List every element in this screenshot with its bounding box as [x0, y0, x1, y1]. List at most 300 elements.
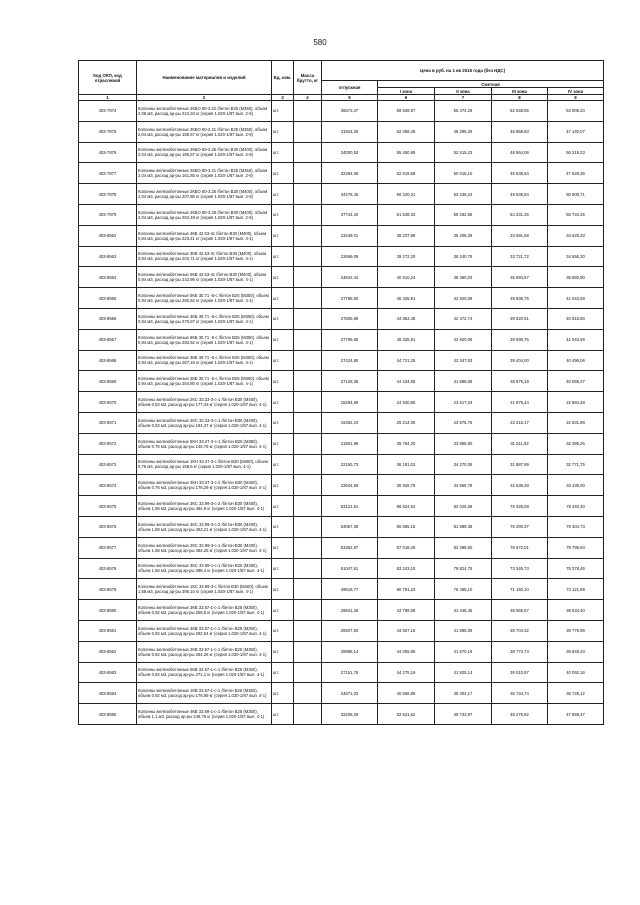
item-code: 403-8580 — [79, 600, 137, 621]
item-name: Колонны железобетонные 2КВ 33.57-1-с-1 /бетон В25 (М350), объем 0,92 м3, расход ар-ры 264,26 кг (серия 1.020-1/87 вып. 4-1) — [137, 641, 272, 662]
price-zone-4: 33 438,00 — [548, 475, 604, 496]
item-code: 403-8576 — [79, 516, 137, 537]
table-row — [79, 600, 604, 621]
item-code: 403-8575 — [79, 496, 137, 517]
item-mass — [294, 579, 322, 600]
price-zone-3: 73 345,73 — [492, 558, 548, 579]
table-row — [79, 496, 604, 517]
item-mass — [294, 662, 322, 683]
price-zone-4: 41 043,59 — [548, 288, 604, 309]
price-zone-4: 39 776,99 — [548, 620, 604, 641]
price-zone-3: 52 548,85 — [492, 101, 548, 122]
item-code: 403-8572 — [79, 433, 137, 454]
item-code: 403-7879 — [79, 204, 137, 225]
price-zone-2: 58 262,59 — [435, 204, 492, 225]
price-zone-1: 36 191,02 — [378, 454, 435, 475]
header-estimate: Сметная — [378, 81, 604, 88]
item-mass — [294, 267, 322, 288]
item-mass — [294, 558, 322, 579]
price-zone-3: 39 520,51 — [492, 308, 548, 329]
item-unit: шт. — [272, 454, 294, 475]
item-name: Колонны железобетонные 2КБО 60-3.28 /бетон В30 (М400), объем 2,04 м3, расход ар-ры 262,49 кг (серия 1.020-1/87 вып. 2-9) — [137, 204, 272, 225]
table-row — [79, 579, 604, 600]
price-release: 53067,36 — [322, 516, 378, 537]
price-zone-1: 43 927,16 — [378, 620, 435, 641]
price-release: 23469,09 — [322, 246, 378, 267]
price-release: 51047,61 — [322, 558, 378, 579]
header-price-group: Цена в руб. на 1 кв 2015 года (без НДС) — [322, 61, 604, 81]
price-release: 24842,44 — [322, 267, 378, 288]
price-zone-1: 52 521,62 — [378, 704, 435, 725]
price-zone-3: 39 404,00 — [492, 350, 548, 371]
price-zone-3: 46 276,92 — [492, 704, 548, 725]
table-row — [79, 308, 604, 329]
item-code: 403-8564 — [79, 267, 137, 288]
item-name: Колонны железобетонные 1КВ 33.57-1-с-1 /бетон В25 (М350), объем 0,92 м3, расход ар-ры 176,69 кг (серия 1.020-1/87 вып. 4-1) — [137, 683, 272, 704]
price-table — [78, 60, 604, 725]
table-row — [79, 288, 604, 309]
item-name: Колонны железобетонные 3КС 33.99-1-с-1 /бетон В25 (М350), объем 1,58 м3, расход ар-ры 398,4 кг (серия 1.020-1/87 вып. 4-1) — [137, 558, 272, 579]
table-row — [79, 412, 604, 433]
price-zone-3: 38 704,32 — [492, 620, 548, 641]
item-code: 403-8584 — [79, 683, 137, 704]
column-number: 9 — [548, 95, 604, 101]
price-zone-2: 82 026,58 — [435, 496, 492, 517]
item-mass — [294, 537, 322, 558]
item-code: 403-8566 — [79, 308, 137, 329]
price-zone-1: 38 237,98 — [378, 225, 435, 246]
item-mass — [294, 288, 322, 309]
price-zone-4: 32 771,75 — [548, 454, 604, 475]
price-zone-4: 55 734,25 — [548, 204, 604, 225]
price-zone-2: 38 404,17 — [435, 683, 492, 704]
price-release: 27505,89 — [322, 308, 378, 329]
price-zone-2: 33 865,90 — [435, 433, 492, 454]
price-release: 27795,60 — [322, 288, 378, 309]
price-zone-1: 44 853,48 — [378, 308, 435, 329]
item-code: 403-8562 — [79, 641, 137, 662]
item-mass — [294, 704, 322, 725]
header-release: отпускная — [322, 81, 378, 95]
column-number: 7 — [435, 95, 492, 101]
item-name: Колонны железобетонные 2КС 33.99-3-с-1 /бетон В30 (М400), объем 1,58 м3, расход ар-ры 494,25 кг (серия 1.020-1/87 вып. 4-1) — [137, 537, 272, 558]
price-zone-4: 39 848,34 — [548, 641, 604, 662]
price-zone-2: 50 016,10 — [435, 163, 492, 184]
column-number: 2 — [137, 95, 272, 101]
item-code: 403-8585 — [79, 704, 137, 725]
item-unit: шт. — [272, 308, 294, 329]
item-unit: шт. — [272, 537, 294, 558]
table-row — [79, 454, 604, 475]
price-zone-3: 76 672,01 — [492, 537, 548, 558]
price-zone-2: 42 920,09 — [435, 288, 492, 309]
item-unit: шт. — [272, 704, 294, 725]
price-zone-4: 54 006,20 — [548, 101, 604, 122]
item-name: Колонны железобетонные 2КБО 60-2.21 /бетон В25 (М350), объем 2,04 м3, расход ар-ры 159,57 кг (серия 1.020-1/87 вып. 2-9) — [137, 121, 272, 142]
item-name: Колонны железобетонные 5КБ 42.53-4с /бетон В30 (М400), объем 0,84 м3, расход ар-ры 242,99 кг (серия 1.020-1/87 вып. 4-1) — [137, 267, 272, 288]
item-unit: шт. — [272, 475, 294, 496]
price-zone-2: 41 670,19 — [435, 641, 492, 662]
item-name: Колонны железобетонные 2КС 33.33-3-с-1 /бетон В30 (М400), объем 0,53 м3, расход ар-ры 177,43 кг (серия 1.020-1/87 вып. 4-1) — [137, 392, 272, 413]
item-unit: шт. — [272, 184, 294, 205]
item-mass — [294, 412, 322, 433]
item-name: Колонны железобетонные 1КС 33.99-3-с /бетон В30 (М400), объем 1,58 м3, расход ар-ры 395,10 кг (серия 1.020-1/87 вып. 4-1) — [137, 579, 272, 600]
price-zone-3: 76 325,08 — [492, 496, 548, 517]
price-release: 26841,26 — [322, 600, 378, 621]
price-zone-4: 40 615,80 — [548, 308, 604, 329]
item-name: Колонны железобетонные 4КВ 33.57-1-с-1 /бетон В25 (М350), объем 0,92 м3, расход ар-ры 262,54 кг (серия 1.020-1/87 вып. 4-1) — [137, 620, 272, 641]
item-name: Колонны железобетонные 1КН 33.47-3-с /бетон В30 (М400), объем 0,76 м3, расход ар-ры 158,6 кг (серия 1.020-1/87 вып. 4-1) — [137, 454, 272, 475]
item-name: Колонны железобетонные 2КБО 60-3.25 /бетон В30 (М400), объем 2,04 м3, расход ар-ры 207,85 кг (серия 1.020-1/87 вып. 2-9) — [137, 184, 272, 205]
price-release: 24871,03 — [322, 683, 378, 704]
price-zone-4: 36 725,12 — [548, 683, 604, 704]
price-zone-3: 21 975,44 — [492, 392, 548, 413]
item-unit: шт. — [272, 267, 294, 288]
price-zone-4: 50 908,71 — [548, 184, 604, 205]
item-unit: шт. — [272, 329, 294, 350]
price-zone-1: 44 234,58 — [378, 371, 435, 392]
table-row — [79, 121, 604, 142]
item-code: 403-8562 — [79, 225, 137, 246]
table-body — [79, 101, 604, 725]
price-zone-1: 36 926,79 — [378, 475, 435, 496]
price-zone-1: 44 275,19 — [378, 662, 435, 683]
price-zone-2: 48 295,29 — [435, 121, 492, 142]
header-zone-4: IV зона — [548, 88, 604, 95]
price-release: 22193,73 — [322, 454, 378, 475]
price-release: 21901,99 — [322, 433, 378, 454]
page-number: 580 — [313, 38, 327, 47]
item-name: Колонны железобетонные 3КН 33.47-3-с-2 /бетон В30 (М400), объем 0,76 м3, расход ар-ры 178,29 кг (серия 1.020-1/87 вып. 4-1) — [137, 475, 272, 496]
price-release: 34478,45 — [322, 184, 378, 205]
price-zone-4: 22 831,88 — [548, 412, 604, 433]
item-mass — [294, 101, 322, 122]
price-release: 27128,35 — [322, 371, 378, 392]
item-unit: шт. — [272, 392, 294, 413]
price-release: 34000,53 — [322, 142, 378, 163]
price-release: 27424,80 — [322, 350, 378, 371]
price-zone-3: 49 535,84 — [492, 184, 548, 205]
table-header — [79, 61, 604, 101]
column-number: 3 — [272, 95, 294, 101]
item-name: Колонны железобетонные 4КВ 33.69-1-с-1 /бетон В25 (М350), объем 1,1 м3, расход ар-ры 246,76 кг (серия 1.020-1/87 вып. 4-1) — [137, 704, 272, 725]
item-unit: шт. — [272, 579, 294, 600]
column-number: 1 — [79, 95, 137, 101]
price-zone-3: 35 693,67 — [492, 267, 548, 288]
price-zone-1: 40 556,86 — [378, 683, 435, 704]
item-unit: шт. — [272, 662, 294, 683]
price-zone-4: 36 682,90 — [548, 267, 604, 288]
item-unit: шт. — [272, 101, 294, 122]
item-mass — [294, 454, 322, 475]
price-zone-4: 78 440,40 — [548, 496, 604, 517]
price-zone-4: 41 043,59 — [548, 329, 604, 350]
price-zone-2: 55 474,29 — [435, 101, 492, 122]
item-unit: шт. — [272, 142, 294, 163]
table-row — [79, 392, 604, 413]
price-zone-2: 38 360,03 — [435, 267, 492, 288]
price-zone-2: 41 925,14 — [435, 662, 492, 683]
column-number: 5 — [322, 95, 378, 101]
item-name: Колонны железобетонные 4КБ 30.71 -5-с /бетон В25 (М350), объем 0,94 м3, расход ар-ры 270,87 кг (серия 1.020-1/87 вып. 4-1) — [137, 308, 272, 329]
price-zone-1: 44 721,25 — [378, 350, 435, 371]
item-unit: шт. — [272, 641, 294, 662]
item-unit: шт. — [272, 558, 294, 579]
price-zone-3: 46 638,54 — [492, 163, 548, 184]
item-code: 403-8583 — [79, 662, 137, 683]
price-zone-3: 39 936,76 — [492, 288, 548, 309]
price-zone-1: 24 940,85 — [378, 392, 435, 413]
table-row — [79, 683, 604, 704]
header-zone-1: I зона — [378, 88, 435, 95]
item-unit: шт. — [272, 412, 294, 433]
price-zone-1: 87 018,28 — [378, 537, 435, 558]
price-zone-1: 59 639,87 — [378, 101, 435, 122]
price-zone-2: 41 888,68 — [435, 371, 492, 392]
item-name: Колонны железобетонные 2КС 33.33-3-с-1 /бетон В30 (М400), объем 0,53 м3, расход ар-ры 184,37 кг (серия 1.020-1/87 вып. 4-1) — [137, 412, 272, 433]
table-row — [79, 516, 604, 537]
item-name: Колонны железобетонные 2КБО 60-2.25 /бетон В30 (М400), объем 2,04 м3, расход ар-ры 185,57 кг (серия 1.020-1/87 вып. 2-9) — [137, 142, 272, 163]
item-name: Колонны железобетонные 5КН 33.47-3-с-1 /бетон В25 (М350), объем 0,76 м3, расход ар-ры 149,76 кг (серия 1.020-1/87 вып. 4-1) — [137, 433, 272, 454]
price-zone-3: 35 734,74 — [492, 683, 548, 704]
item-mass — [294, 225, 322, 246]
price-zone-1: 35 764,20 — [378, 433, 435, 454]
item-code: 403-8563 — [79, 246, 137, 267]
price-release: 53362,97 — [322, 537, 378, 558]
column-number: 6 — [378, 95, 435, 101]
price-zone-1: 52 619,68 — [378, 163, 435, 184]
item-code: 403-8567 — [79, 329, 137, 350]
item-code: 403-8579 — [79, 579, 137, 600]
item-unit: шт. — [272, 620, 294, 641]
price-zone-4: 78 796,94 — [548, 537, 604, 558]
price-zone-2: 42 347,53 — [435, 350, 492, 371]
price-zone-2: 41 446,45 — [435, 600, 492, 621]
table-row — [79, 246, 604, 267]
item-code: 403-8569 — [79, 371, 137, 392]
price-zone-1: 86 565,15 — [378, 516, 435, 537]
header-zone-2: II зона — [435, 88, 492, 95]
price-zone-4: 40 496,06 — [548, 350, 604, 371]
table-row — [79, 433, 604, 454]
price-zone-4: 75 378,46 — [548, 558, 604, 579]
item-mass — [294, 392, 322, 413]
price-zone-4: 47 140,07 — [548, 121, 604, 142]
price-zone-3: 31 887,99 — [492, 454, 548, 475]
price-zone-1: 39 272,20 — [378, 246, 435, 267]
header-name: Наименование материалов и изделий — [137, 61, 272, 95]
price-zone-1: 83 243,15 — [378, 558, 435, 579]
item-mass — [294, 163, 322, 184]
item-name: Колонны железобетонные 5КВ 33.57-1-с-1 /бетон В25 (М350), объем 0,92 м3, расход ар-ры 271,1 кг (серия 1.020-1/87 вып. 4-1) — [137, 662, 272, 683]
item-code: 403-8565 — [79, 288, 137, 309]
price-zone-2: 41 595,59 — [435, 620, 492, 641]
price-zone-4: 34 625,33 — [548, 225, 604, 246]
item-unit: шт. — [272, 121, 294, 142]
item-unit: шт. — [272, 516, 294, 537]
item-unit: шт. — [272, 350, 294, 371]
item-name: Колонны железобетонные 3КБ 30.71 -5-с /бетон В25 (М350), объем 0,94 м3, расход ар-ры 267,16 кг (серия 1.020-1/87 вып. 4-1) — [137, 350, 272, 371]
table-row — [79, 329, 604, 350]
item-code: 403-8574 — [79, 475, 137, 496]
item-mass — [294, 683, 322, 704]
price-zone-2: 23 617,03 — [435, 392, 492, 413]
price-release: 49518,77 — [322, 579, 378, 600]
table-row — [79, 371, 604, 392]
price-zone-3: 54 231,25 — [492, 204, 548, 225]
price-zone-1: 52 058,46 — [378, 121, 435, 142]
table-row — [79, 704, 604, 725]
price-zone-3: 39 936,76 — [492, 329, 548, 350]
price-zone-2: 76 465,10 — [435, 579, 492, 600]
price-release: 36573,47 — [322, 101, 378, 122]
price-release: 32208,29 — [322, 704, 378, 725]
item-name: Колонны железобетонные 5КБ 30.71 -5-с /бетон В25 (М350), объем 0,94 м3, расход ар-ры 282,52 кг (серия 1.020-1/87 вып. 4-1) — [137, 288, 272, 309]
item-code: 403-8570 — [79, 392, 137, 413]
table-row — [79, 184, 604, 205]
item-unit: шт. — [272, 683, 294, 704]
price-zone-4: 32 385,26 — [548, 433, 604, 454]
price-zone-1: 25 214,06 — [378, 412, 435, 433]
item-mass — [294, 184, 322, 205]
price-zone-4: 50 219,23 — [548, 142, 604, 163]
item-code: 403-7874 — [79, 101, 137, 122]
item-mass — [294, 516, 322, 537]
header-unit: Ед. изм. — [272, 61, 294, 95]
price-zone-2: 81 989,38 — [435, 516, 492, 537]
price-release: 26986,14 — [322, 641, 378, 662]
item-mass — [294, 142, 322, 163]
price-zone-2: 36 240,78 — [435, 246, 492, 267]
table-row — [79, 101, 604, 122]
item-unit: шт. — [272, 433, 294, 454]
price-zone-4: 40 055,37 — [548, 371, 604, 392]
price-zone-2: 49 733,87 — [435, 704, 492, 725]
price-zone-3: 38 565,57 — [492, 600, 548, 621]
price-zone-3: 33 691,58 — [492, 225, 548, 246]
price-zone-1: 43 769,68 — [378, 600, 435, 621]
table-row — [79, 267, 604, 288]
price-zone-2: 36 208,39 — [435, 225, 492, 246]
item-code: 403-8578 — [79, 558, 137, 579]
item-mass — [294, 371, 322, 392]
price-release: 15294,69 — [322, 392, 378, 413]
item-name: Колонны железобетонные 4КС 33.99-3-с-2 /бетон В30 (М400), объем 1,58 м3, расход ар-ры 483,21 кг (серия 1.020-1/87 вып. 4-1) — [137, 516, 272, 537]
item-code: 403-8573 — [79, 454, 137, 475]
price-zone-3: 38 773,74 — [492, 641, 548, 662]
price-zone-2: 42 472,74 — [435, 308, 492, 329]
item-mass — [294, 329, 322, 350]
price-zone-4: 73 121,99 — [548, 579, 604, 600]
table-row — [79, 475, 604, 496]
price-zone-1: 45 325,91 — [378, 288, 435, 309]
price-zone-3: 39 010,97 — [492, 662, 548, 683]
item-unit: шт. — [272, 163, 294, 184]
price-zone-3: 45 868,83 — [492, 121, 548, 142]
price-zone-3: 32 536,28 — [492, 475, 548, 496]
price-zone-1: 86 624,54 — [378, 496, 435, 517]
item-mass — [294, 496, 322, 517]
price-zone-4: 47 629,36 — [548, 163, 604, 184]
price-zone-3: 33 721,72 — [492, 246, 548, 267]
item-name: Колонны железобетонные 3КВ 33.57-1-с-1 /бетон В25 (М350), объем 0,92 м3, расход ар-ры 258,5 кг (серия 1.020-1/87 вып. 4-1) — [137, 600, 272, 621]
table-row — [79, 558, 604, 579]
item-name: Колонны железобетонные 3КС 33.99-3-с-2 /бетон В30 (М400), объем 1,58 м3, расход ар-ры 484,9 кг (серия 1.020-1/87 вып. 4-1) — [137, 496, 272, 517]
table-row — [79, 350, 604, 371]
header-mass: Масса брутто, кг — [294, 61, 322, 95]
price-zone-3: 48 864,06 — [492, 142, 548, 163]
item-mass — [294, 600, 322, 621]
price-zone-4: 34 656,30 — [548, 246, 604, 267]
price-zone-3: 76 290,37 — [492, 516, 548, 537]
price-zone-3: 38 975,19 — [492, 371, 548, 392]
item-name: Колонны железобетонные 6КБ 30.71 -5-с /бетон В25 (М350), объем 0,94 м3, расход ар-ры 282,52 кг (серия 1.020-1/87 вып. 4-1) — [137, 329, 272, 350]
price-zone-2: 78 824,75 — [435, 558, 492, 579]
price-zone-2: 34 270,06 — [435, 454, 492, 475]
price-release: 53121,51 — [322, 496, 378, 517]
column-number: 8 — [492, 95, 548, 101]
price-zone-4: 40 092,16 — [548, 662, 604, 683]
item-mass — [294, 433, 322, 454]
price-release: 32294,06 — [322, 163, 378, 184]
table-row — [79, 662, 604, 683]
header-zone-3: III зона — [492, 88, 548, 95]
price-release: 26937,83 — [322, 620, 378, 641]
price-zone-2: 42 920,09 — [435, 329, 492, 350]
item-code: 403-7875 — [79, 121, 137, 142]
column-number: 4 — [294, 95, 322, 101]
item-code: 403-8577 — [79, 537, 137, 558]
price-zone-1: 56 220,31 — [378, 184, 435, 205]
price-release: 27151,76 — [322, 662, 378, 683]
price-zone-4: 22 584,48 — [548, 392, 604, 413]
item-unit: шт. — [272, 225, 294, 246]
item-code: 403-7877 — [79, 163, 137, 184]
item-name: Колонны железобетонные 4КБ 42.53-4с /бетон В30 (М400), объем 0,84 м3, расход ар-ры 223,41 кг (серия 1.020-1/87 вып. 4-1) — [137, 225, 272, 246]
item-mass — [294, 246, 322, 267]
price-zone-3: 71 150,10 — [492, 579, 548, 600]
price-zone-1: 55 450,89 — [378, 142, 435, 163]
price-zone-1: 40 510,24 — [378, 267, 435, 288]
item-code: 403-7878 — [79, 184, 137, 205]
price-release: 31924,26 — [322, 121, 378, 142]
price-zone-1: 45 325,91 — [378, 329, 435, 350]
table-row — [79, 641, 604, 662]
item-mass — [294, 475, 322, 496]
item-code: 403-8568 — [79, 350, 137, 371]
price-release: 23449,01 — [322, 225, 378, 246]
price-release: 27795,60 — [322, 329, 378, 350]
price-release: 15462,24 — [322, 412, 378, 433]
table-row — [79, 225, 604, 246]
price-zone-4: 47 559,47 — [548, 704, 604, 725]
price-release: 37744,42 — [322, 204, 378, 225]
item-mass — [294, 204, 322, 225]
header-code: Код ОКП, код отраслевой — [79, 61, 137, 95]
price-zone-2: 34 966,78 — [435, 475, 492, 496]
item-mass — [294, 641, 322, 662]
item-unit: шт. — [272, 204, 294, 225]
price-release: 22644,93 — [322, 475, 378, 496]
item-unit: шт. — [272, 371, 294, 392]
item-name: Колонны железобетонные 2КБО 60-3.21 /бетон В25 (М350), объем 2,04 м3, расход ар-ры 161,85 кг (серия 1.020-1/87 вып. 2-9) — [137, 163, 272, 184]
item-unit: шт. — [272, 600, 294, 621]
table-row — [79, 163, 604, 184]
price-zone-4: 39 634,40 — [548, 600, 604, 621]
price-zone-2: 53 236,23 — [435, 184, 492, 205]
item-name: Колонны железобетонные 2КБ 30.71 -5-с /бетон В25 (М350), объем 0,94 м3, расход ар-ры 254,80 кг (серия 1.020-1/87 вып. 4-1) — [137, 371, 272, 392]
table-row — [79, 537, 604, 558]
